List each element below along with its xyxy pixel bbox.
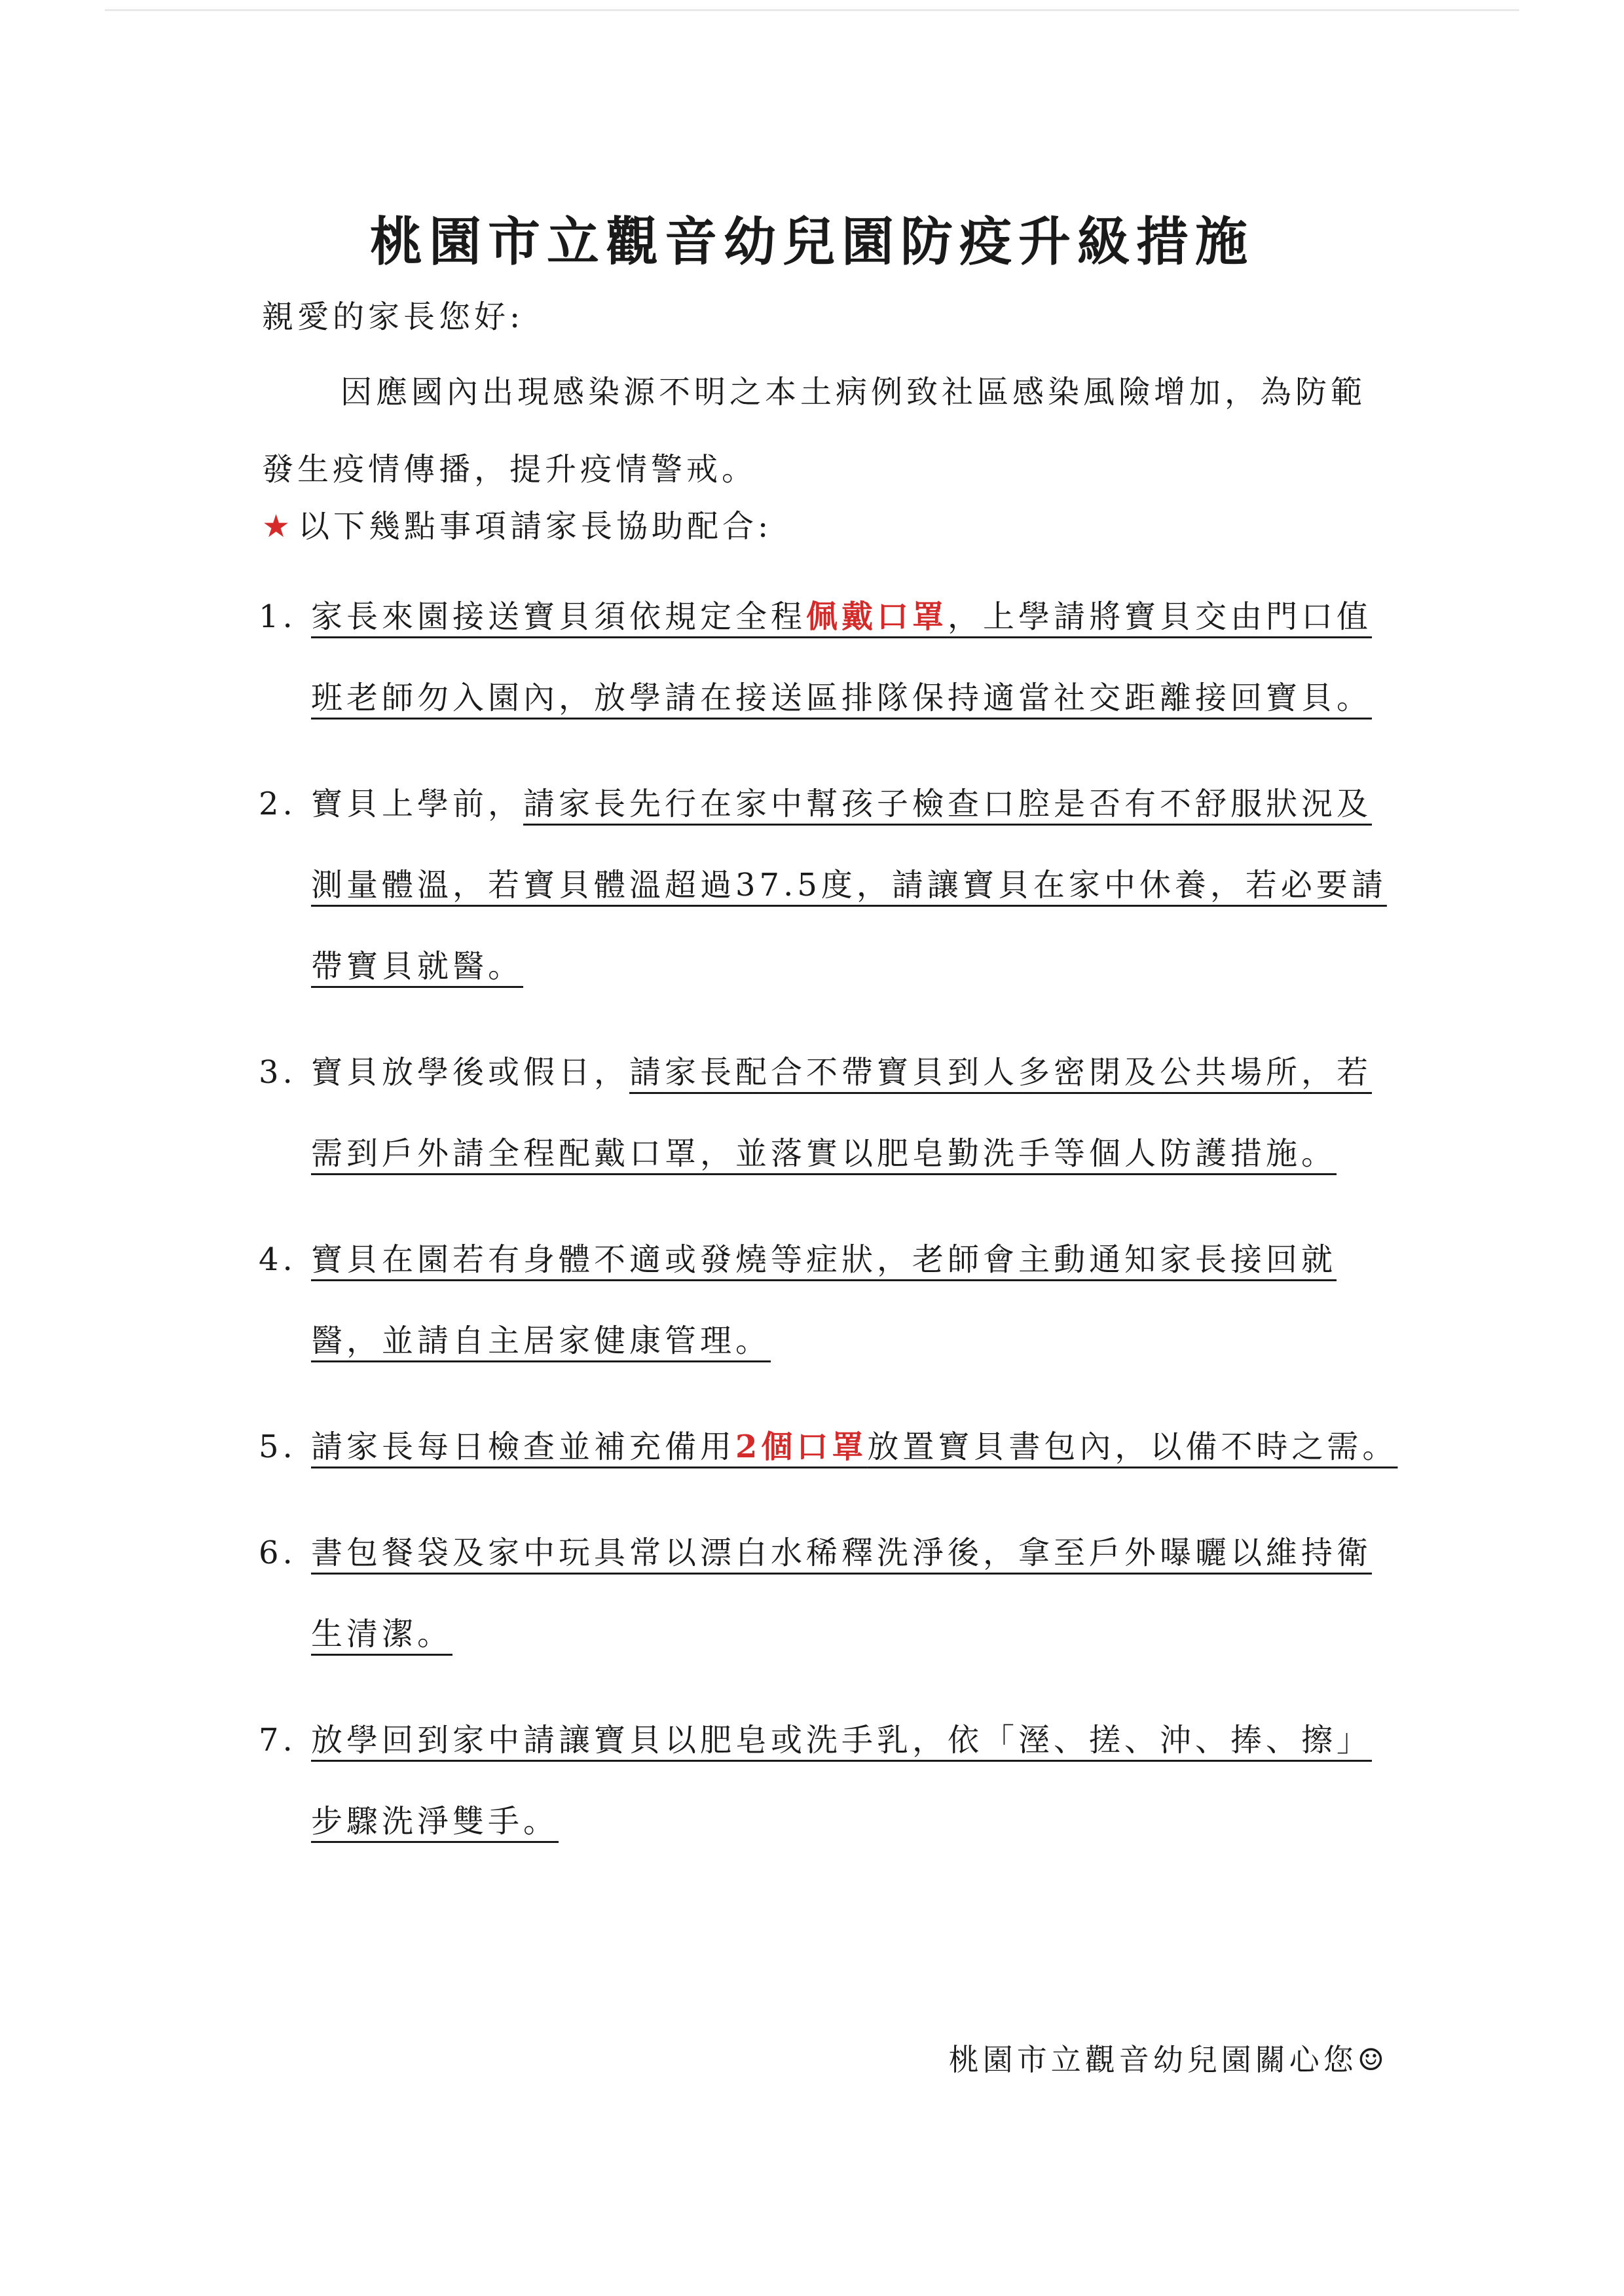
instruction-line bbox=[262, 501, 772, 546]
item-text: 寶貝在園若有身體不適或發燒等症狀，老師會主動通知家長接回就醫，並請自主居家健康管理。 bbox=[311, 1241, 1337, 1359]
greeting: 親愛的家長您好: bbox=[262, 299, 525, 335]
item-text: 請家長每日檢查並補充備用2個口罩放置寶貝書包內，以備不時之需。 bbox=[311, 1429, 1398, 1465]
list-item bbox=[259, 1700, 1398, 1862]
page-title: 桃園市立觀音幼兒園防疫升級措施 bbox=[370, 211, 1254, 272]
item-number: 4. bbox=[259, 1241, 297, 1278]
item-text: 寶貝放學後或假日，請家長配合不帶寶貝到人多密閉及公共場所，若需到戶外請全程配戴口罩，並落實以肥皂勤洗手等個人防護措施。 bbox=[311, 1054, 1373, 1172]
list-item bbox=[259, 1512, 1398, 1675]
star-icon: ★ bbox=[262, 508, 295, 545]
item-number: 7. bbox=[259, 1722, 297, 1758]
item-text: 寶貝上學前，請家長先行在家中幫孩子檢查口腔是否有不舒服狀況及測量體溫，若寶貝體溫超過37.5度，請讓寶貝在家中休養，若必要請帶寶貝就醫。 bbox=[311, 786, 1387, 985]
list-item bbox=[259, 576, 1398, 738]
measures-list bbox=[259, 576, 1398, 1862]
instruction-text: 以下幾點事項請家長協助配合: bbox=[298, 508, 773, 545]
signature: 桃園市立觀音幼兒園關心您☺ bbox=[948, 2042, 1388, 2077]
highlight-mask: 佩戴口罩 bbox=[806, 598, 948, 635]
list-item bbox=[259, 1032, 1398, 1194]
list-item bbox=[259, 1406, 1398, 1487]
item-number: 1. bbox=[259, 598, 297, 635]
item-number: 2. bbox=[259, 786, 297, 822]
highlight-two-masks: 2個口罩 bbox=[735, 1429, 868, 1465]
item-number: 6. bbox=[259, 1535, 297, 1571]
item-number: 5. bbox=[259, 1429, 297, 1465]
scan-edge-mark bbox=[105, 9, 1519, 11]
item-text: 家長來園接送寶貝須依規定全程佩戴口罩，上學請將寶貝交由門口值班老師勿入園內，放學請在接送區排隊保持適當社交距離接回寶貝。 bbox=[311, 598, 1373, 716]
item-text: 書包餐袋及家中玩具常以漂白水稀釋洗淨後，拿至戶外曝曬以維持衛生清潔。 bbox=[311, 1535, 1373, 1652]
list-item bbox=[259, 1219, 1398, 1381]
list-item bbox=[259, 763, 1398, 1007]
intro-paragraph: 因應國內出現感染源不明之本土病例致社區感染風險增加，為防範發生疫情傳播，提升疫情警戒。 bbox=[262, 374, 1367, 488]
item-text: 放學回到家中請讓寶貝以肥皂或洗手乳，依「溼、搓、沖、捧、擦」步驟洗淨雙手。 bbox=[311, 1722, 1373, 1840]
item-number: 3. bbox=[259, 1054, 297, 1091]
